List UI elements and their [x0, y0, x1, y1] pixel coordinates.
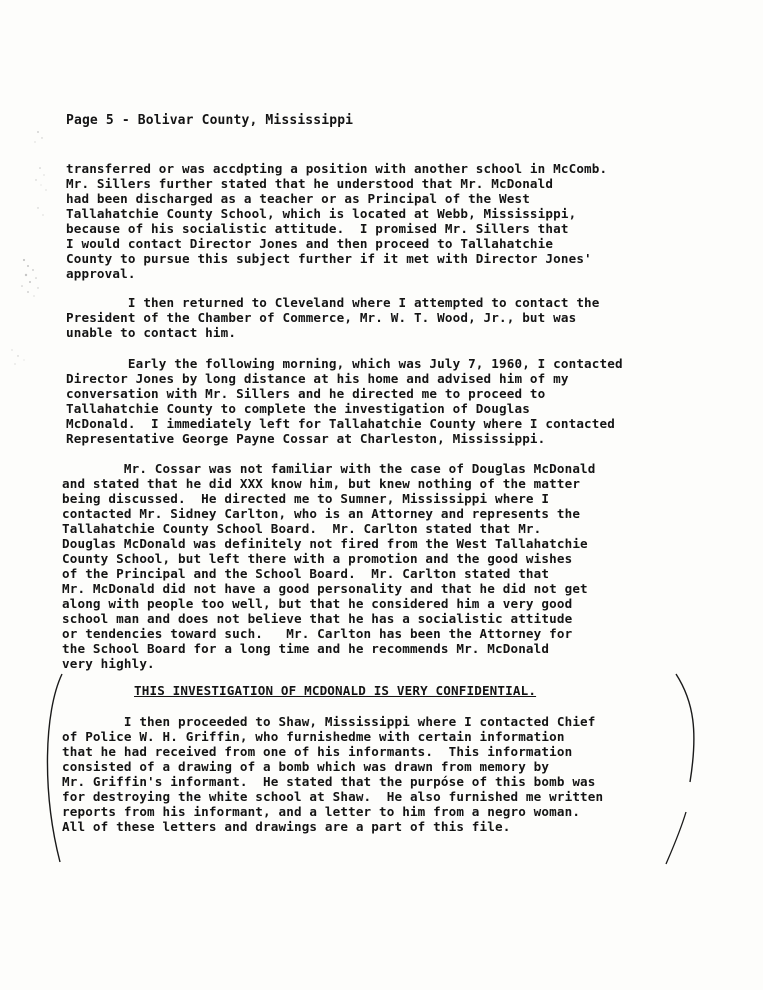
scan-noise-specks	[0, 120, 60, 380]
page-header: Page 5 - Bolivar County, Mississippi	[66, 113, 354, 128]
paragraph-cossar: Mr. Cossar was not familiar with the case of Douglas McDonald and stated that he did XXX know him, but knew nothing of the matter being discussed. He directed me to Sumner, Mississippi where I contacted Mr. Sidney Carlton, who is an Attorney and represents the Tallahatchie County School Board. Mr. Carlton stated that Mr. Douglas McDonald was definitely not fired from the West Tallahatchie County School, but left there with a promotion and the good wishes of the Principal and the School Board. Mr. Carlton stated that Mr. McDonald did not have a good personality and that he did not get along with people too well, but that he considered him a very good school man and does not believe that he has a socialistic attitude or tendencies toward such. Mr. Carlton has been the Attorney for the School Board for a long time and he recommends Mr. McDonald very highly.	[62, 461, 596, 671]
paragraph-cleveland: I then returned to Cleveland where I attempted to contact the President of the Chamber of Commerce, Mr. W. T. Wood, Jr., but was unable to contact him.	[66, 295, 600, 340]
paragraph-shaw: I then proceeded to Shaw, Mississippi where I contacted Chief of Police W. H. Griffin, who furnishedme with certain information that he had received from one of his informants. This information consisted of a drawing of a bomb which was drawn from memory by Mr. Griffin's informant. He stated that the purpóse of this bomb was for destroying the white school at Shaw. He also furnished me written reports from his informant, and a letter to him from a negro woman. All of these letters and drawings are a part of this file.	[62, 714, 604, 834]
paragraph-director-jones: Early the following morning, which was July 7, 1960, I contacted Director Jones by long distance at his home and advised him of my conversation with Mr. Sillers and he directed me to proceed to Tallahatchie County to complete the investigation of Douglas McDonald. I immediately left for Tallahatchie County where I contacted Representative George Payne Cossar at Charleston, Mississippi.	[66, 356, 623, 446]
confidential-notice: THIS INVESTIGATION OF MCDONALD IS VERY CONFIDENTIAL.	[134, 683, 537, 698]
paragraph-continuation: transferred or was accdpting a position with another school in McComb. Mr. Sillers further stated that he understood that Mr. McDonald had been discharged as a teacher or as Principal of the West Tallahatchie County School, which is located at Webb, Mississippi, because of his socialistic attitude. I promised Mr. Sillers that I would contact Director Jones and then proceed to Tallahatchie County to pursue this subject further if it met with Director Jones' approval.	[66, 161, 608, 281]
